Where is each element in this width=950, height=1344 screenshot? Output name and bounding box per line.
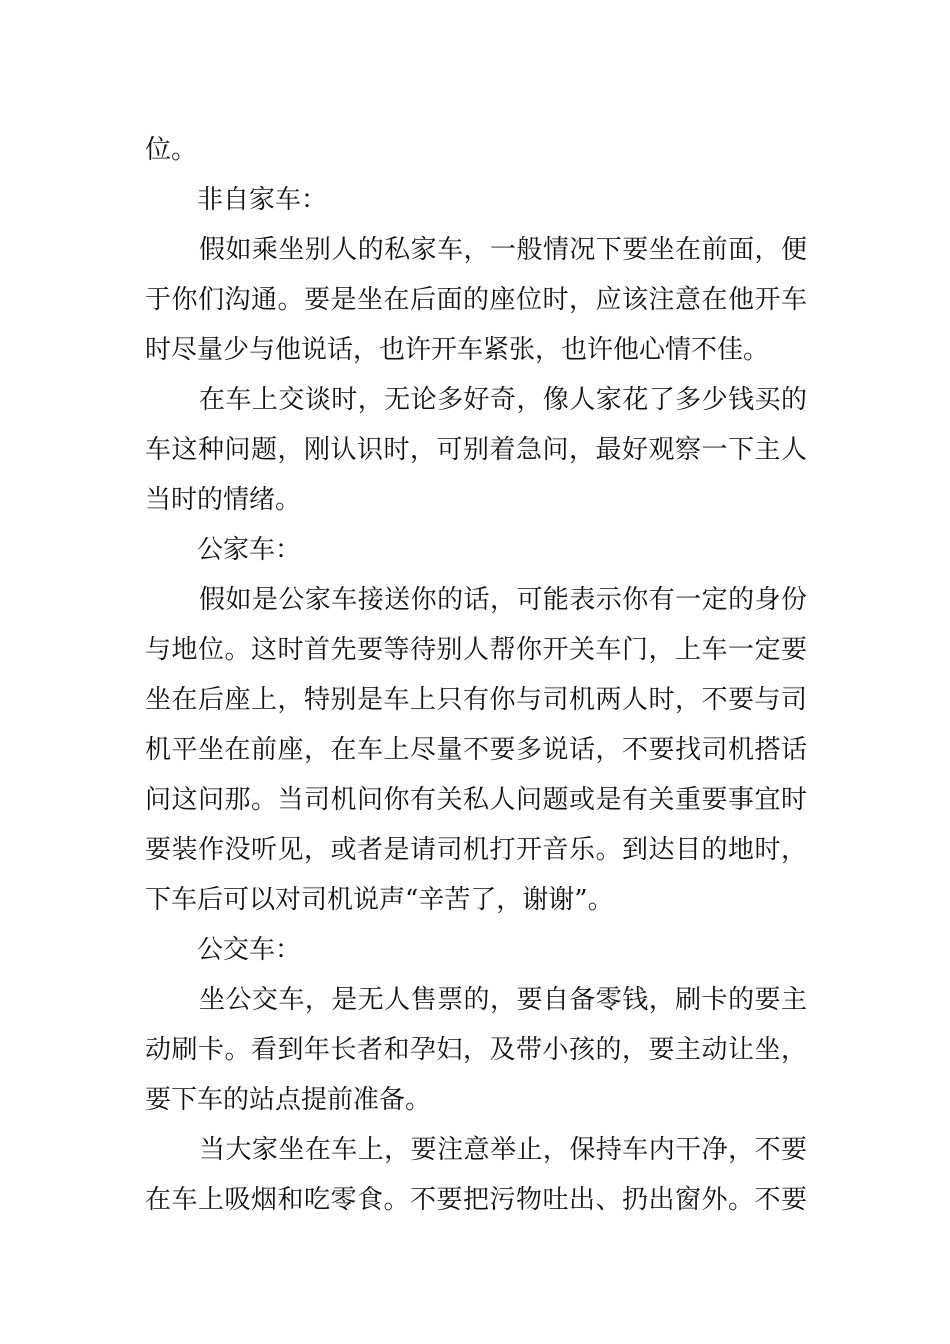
section-heading: 公家车： bbox=[197, 535, 302, 565]
text-line: 当时的情绪。 bbox=[145, 485, 302, 515]
text-line: 动刷卡。看到年长者和孕妇，及带小孩的，要主动让坐， bbox=[145, 1035, 807, 1065]
section-heading: 非自家车： bbox=[197, 185, 328, 215]
text-line: 与地位。这时首先要等待别人帮你开关车门，上车一定要 bbox=[145, 635, 807, 665]
text-line: 坐在后座上，特别是车上只有你与司机两人时，不要与司 bbox=[145, 685, 807, 715]
text-line: 问这问那。当司机问你有关私人问题或是有关重要事宜时 bbox=[145, 785, 807, 815]
text-line: 在车上吸烟和吃零食。不要把污物吐出、扔出窗外。不要 bbox=[145, 1185, 807, 1215]
text-line: 下车后可以对司机说声“辛苦了，谢谢”。 bbox=[145, 885, 614, 915]
text-line: 时尽量少与他说话，也许开车紧张，也许他心情不佳。 bbox=[145, 335, 770, 365]
section-heading: 公交车： bbox=[197, 935, 302, 965]
text-line: 车这种问题，刚认识时，可别着急问，最好观察一下主人 bbox=[145, 435, 807, 465]
text-line: 要装作没听见，或者是请司机打开音乐。到达目的地时， bbox=[145, 835, 807, 865]
document-body bbox=[145, 125, 807, 1225]
text-line: 要下车的站点提前准备。 bbox=[145, 1085, 432, 1115]
text-line: 于你们沟通。要是坐在后面的座位时，应该注意在他开车 bbox=[145, 285, 807, 315]
text-line: 假如是公家车接送你的话，可能表示你有一定的身份 bbox=[199, 585, 807, 615]
text-line: 机平坐在前座，在车上尽量不要多说话，不要找司机搭话 bbox=[145, 735, 807, 765]
text-line: 假如乘坐别人的私家车，一般情况下要坐在前面，便 bbox=[199, 235, 807, 265]
text-line: 坐公交车，是无人售票的，要自备零钱，刷卡的要主 bbox=[199, 985, 807, 1015]
text-line: 位。 bbox=[145, 135, 198, 165]
text-line: 在车上交谈时，无论多好奇，像人家花了多少钱买的 bbox=[199, 385, 807, 415]
text-line: 当大家坐在车上，要注意举止，保持车内干净，不要 bbox=[199, 1135, 807, 1165]
